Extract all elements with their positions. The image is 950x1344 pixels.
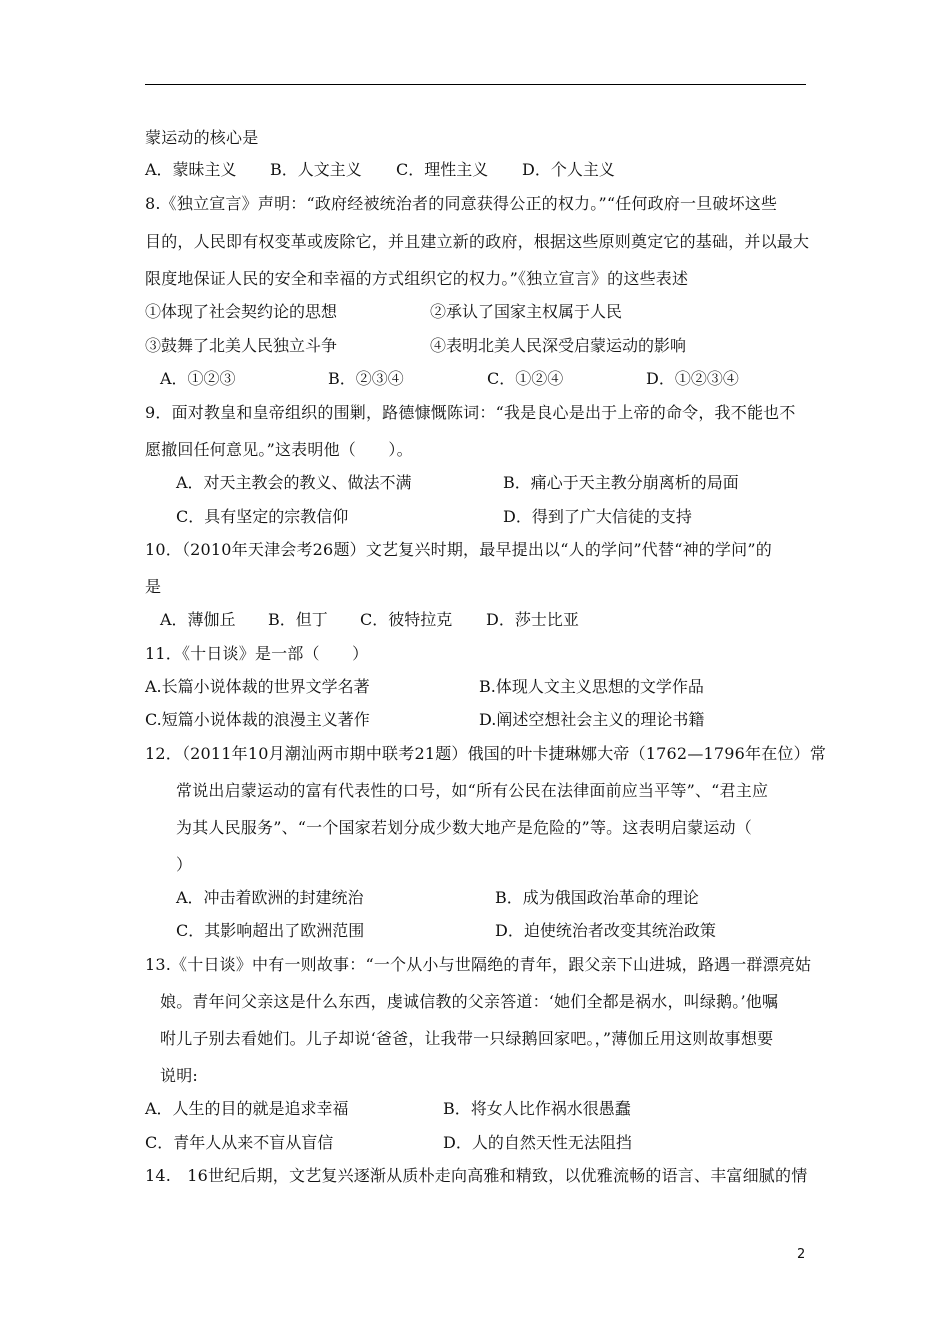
q12-stem-line3: 为其人民服务”、“一个国家若划分成少数大地产是危险的”等。这表明启蒙运动（ xyxy=(176,818,752,837)
q12-option-a: A．冲击着欧洲的封建统治 xyxy=(176,888,364,907)
q14-stem-line1: 14. 16世纪后期，文艺复兴逐渐从质朴走向高雅和精致，以优雅流畅的语言、丰富细腻的情 xyxy=(145,1166,808,1185)
q8-statement-3: ③鼓舞了北美人民独立斗争 xyxy=(145,336,338,355)
q9-stem-line2: 愿撤回任何意见。”这表明他（ ）。 xyxy=(145,440,413,459)
q7-option-a: A．蒙昧主义 xyxy=(145,160,237,179)
q8-option-d: D．①②③④ xyxy=(646,369,739,388)
q8-option-a: A．①②③ xyxy=(160,369,236,388)
q7-stem-tail: 蒙运动的核心是 xyxy=(145,128,259,147)
q7-option-c: C．理性主义 xyxy=(396,160,489,179)
q8-option-b: B．②③④ xyxy=(328,369,404,388)
q13-option-d: D．人的自然天性无法阻挡 xyxy=(443,1133,632,1152)
q10-option-c: C．彼特拉克 xyxy=(360,610,453,629)
q11-stem: 11．《十日谈》是一部（ ） xyxy=(145,644,369,663)
q11-option-b: B.体现人文主义思想的文学作品 xyxy=(479,677,704,696)
q11-option-a: A.长篇小说体裁的世界文学名著 xyxy=(145,677,370,696)
q13-stem-line2: 娘。青年问父亲这是什么东西，虔诚信教的父亲答道：‘她们全都是祸水，叫绿鹅。’他嘱 xyxy=(160,992,779,1011)
q9-option-a: A．对天主教会的教义、做法不满 xyxy=(176,473,412,492)
q8-stem-line2: 目的，人民即有权变革或废除它，并且建立新的政府，根据这些原则奠定它的基础，并以最大 xyxy=(145,232,810,251)
q13-option-b: B．将女人比作祸水很愚蠢 xyxy=(443,1099,631,1118)
q10-stem-line1: 10．（2010年天津会考26题）文艺复兴时期，最早提出以“人的学问”代替“神的学问”的 xyxy=(145,540,772,559)
q11-option-d: D.阐述空想社会主义的理论书籍 xyxy=(479,710,705,729)
q9-option-b: B．痛心于天主教分崩离析的局面 xyxy=(503,473,739,492)
q8-stem-line1: 8.《独立宣言》声明：“政府经被统治者的同意获得公正的权力。”“任何政府一旦破坏这些 xyxy=(145,194,778,213)
q8-statement-2: ②承认了国家主权属于人民 xyxy=(430,302,623,321)
q13-option-c: C．青年人从来不盲从盲信 xyxy=(145,1133,334,1152)
q12-option-c: C．其影响超出了欧洲范围 xyxy=(176,921,365,940)
page-number: 2 xyxy=(797,1247,806,1262)
q7-option-d: D．个人主义 xyxy=(522,160,615,179)
q10-stem-line2: 是 xyxy=(145,577,162,596)
header-rule xyxy=(145,84,806,85)
q12-option-d: D．迫使统治者改变其统治政策 xyxy=(495,921,716,940)
q12-stem-line2: 常说出启蒙运动的富有代表性的口号，如“所有公民在法律面前应当平等”、“君主应 xyxy=(176,781,769,800)
q12-stem-line4: ） xyxy=(176,855,193,874)
q13-stem-line3: 咐儿子别去看她们。儿子却说‘爸爸，让我带一只绿鹅回家吧。，”薄伽丘用这则故事想要 xyxy=(160,1029,774,1048)
q13-stem-line4: 说明: xyxy=(160,1066,198,1085)
q13-stem-line1: 13.《十日谈》中有一则故事：“一个从小与世隔绝的青年，跟父亲下山进城，路遇一群漂亮姑 xyxy=(145,955,812,974)
q9-stem-line1: 9．面对教皇和皇帝组织的围剿，路德慷慨陈词：“我是良心是出于上帝的命令，我不能也不 xyxy=(145,403,796,422)
q12-stem-line1: 12．（2011年10月潮汕两市期中联考21题）俄国的叶卡捷琳娜大帝（1762—1796年在位）常 xyxy=(145,744,827,763)
q10-option-d: D．莎士比亚 xyxy=(486,610,579,629)
q10-option-a: A．薄伽丘 xyxy=(160,610,236,629)
q8-statement-4: ④表明北美人民深受启蒙运动的影响 xyxy=(430,336,687,355)
q13-option-a: A．人生的目的就是追求幸福 xyxy=(145,1099,349,1118)
q11-option-c: C.短篇小说体裁的浪漫主义著作 xyxy=(145,710,370,729)
q8-statement-1: ①体现了社会契约论的思想 xyxy=(145,302,338,321)
q9-option-d: D．得到了广大信徒的支持 xyxy=(503,507,692,526)
q9-option-c: C．具有坚定的宗教信仰 xyxy=(176,507,349,526)
q8-stem-line3: 限度地保证人民的安全和幸福的方式组织它的权力。”《独立宣言》的这些表述 xyxy=(145,269,689,288)
q12-option-b: B．成为俄国政治革命的理论 xyxy=(495,888,699,907)
q8-option-c: C．①②④ xyxy=(487,369,564,388)
q10-option-b: B．但丁 xyxy=(268,610,328,629)
q7-option-b: B．人文主义 xyxy=(270,160,362,179)
